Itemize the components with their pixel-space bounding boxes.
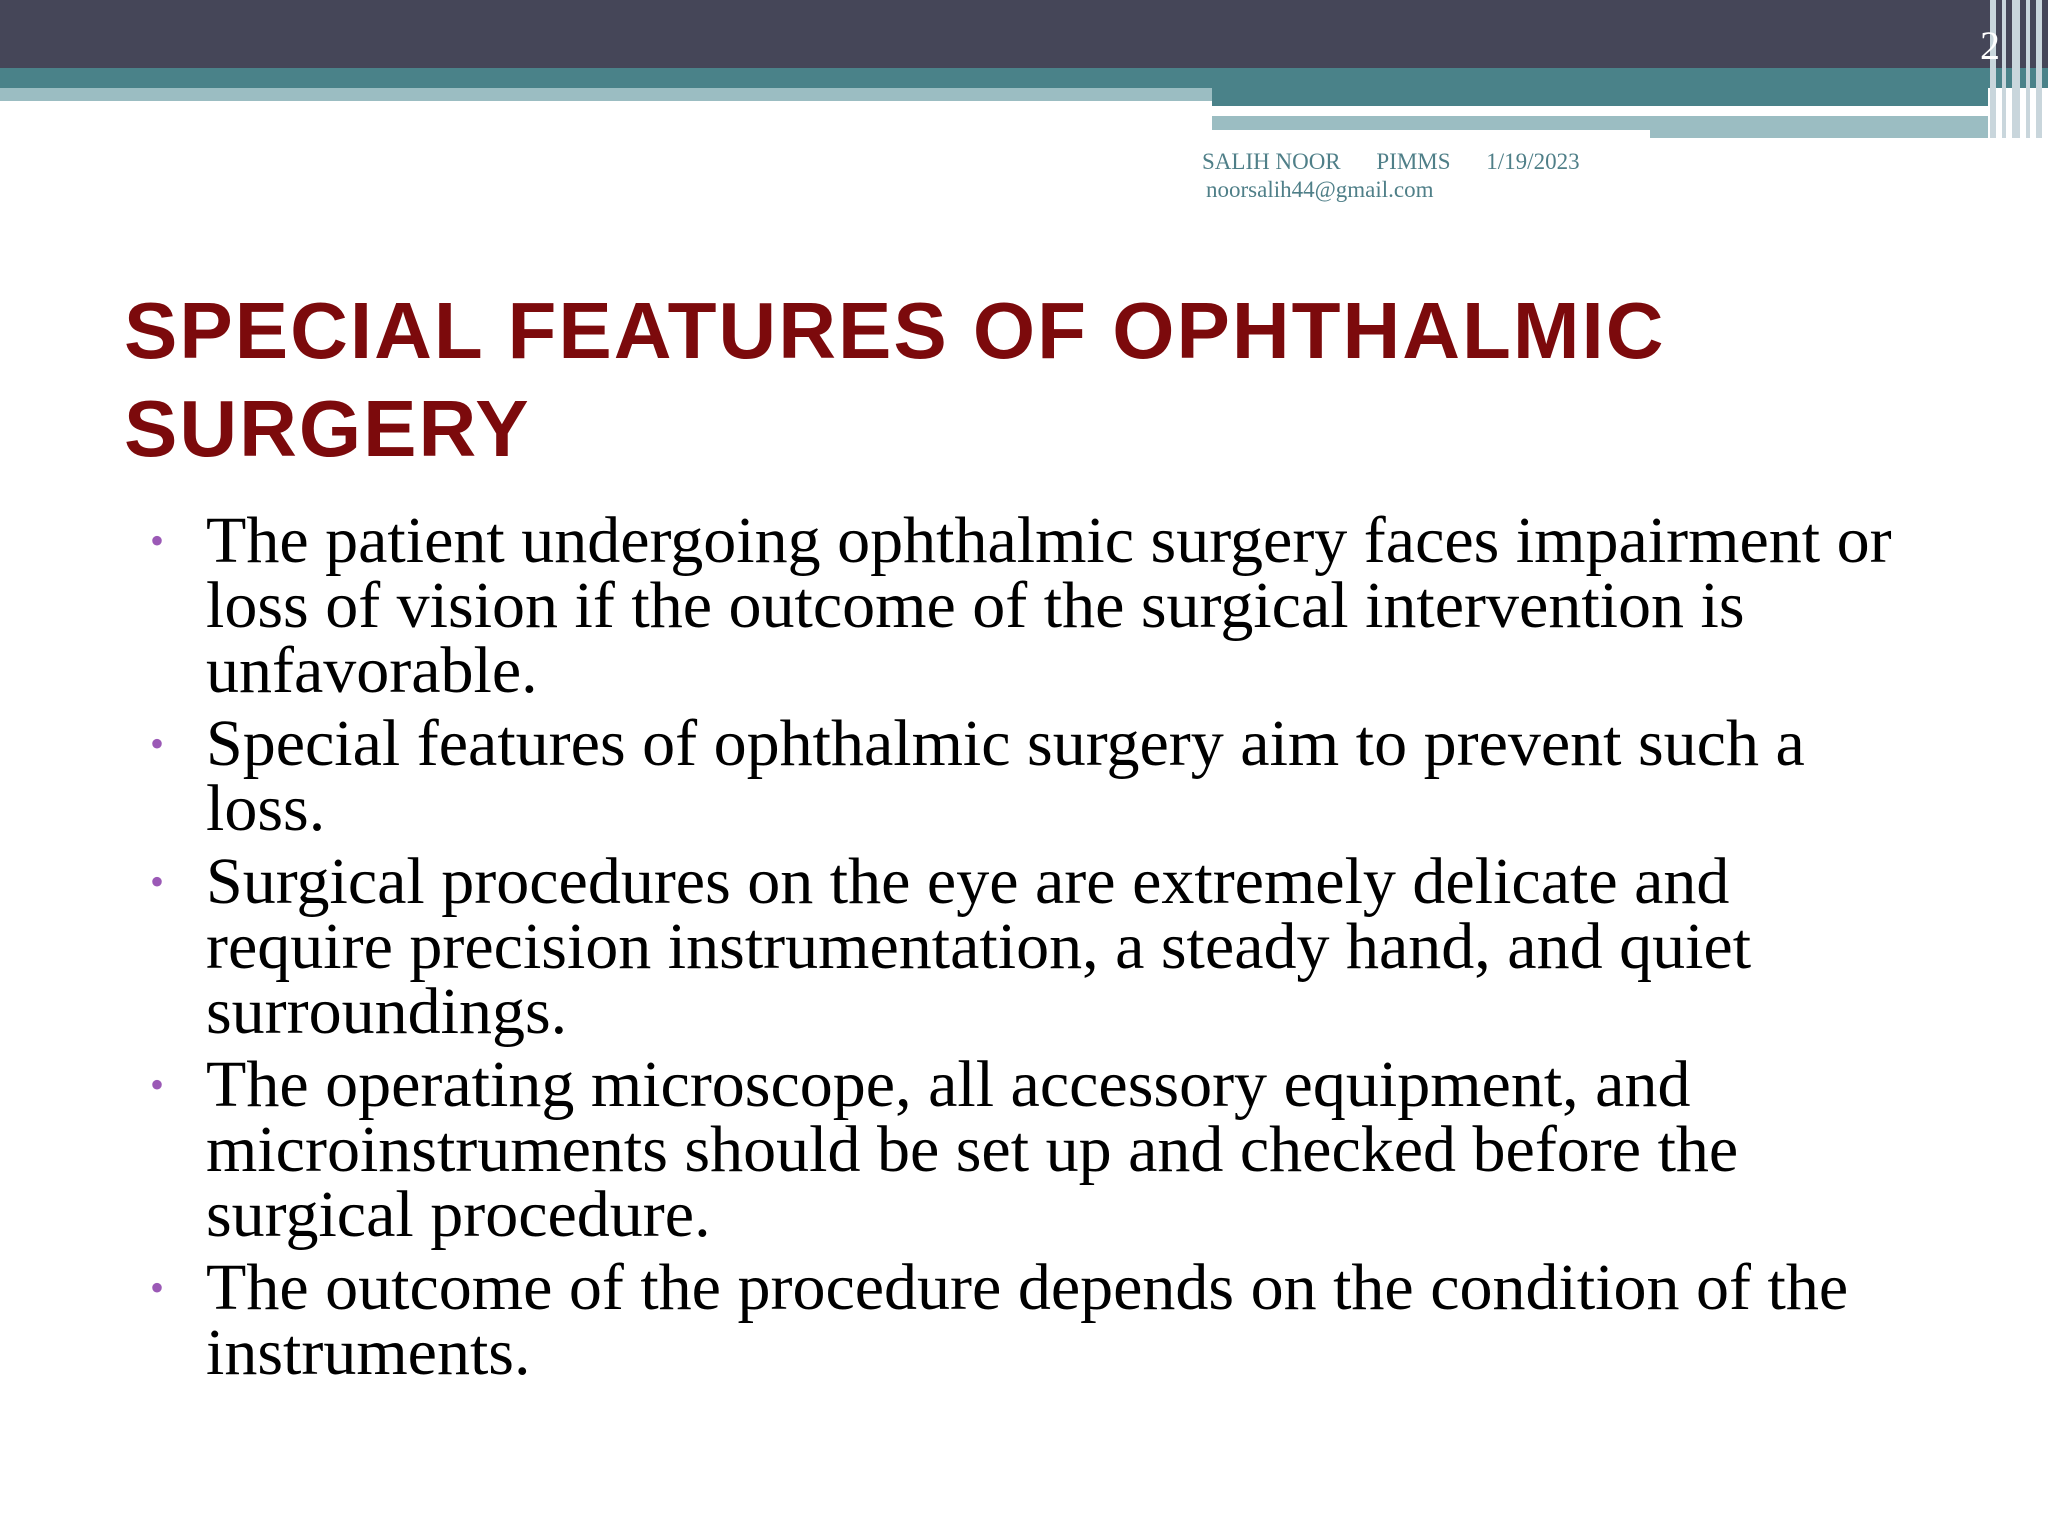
bullet-item bbox=[150, 707, 1910, 845]
header-band-teal bbox=[0, 68, 2048, 88]
bullet-text: Surgical procedures on the eye are extremely delicate and require precision instrumentation, a steady hand, and quiet surroundings. bbox=[206, 845, 1752, 1048]
bullet-text: The patient undergoing ophthalmic surgery faces impairment or loss of vision if the outcome of the surgical intervention is unfavorable. bbox=[206, 504, 1892, 707]
bullet-marker-icon: • bbox=[150, 859, 165, 904]
bullet-marker-icon: • bbox=[150, 518, 165, 563]
bullet-list bbox=[150, 504, 1910, 1393]
footer-email: noorsalih44@gmail.com bbox=[1206, 177, 1434, 202]
slide-title-line-1: SPECIAL FEATURES OF OPHTHALMIC bbox=[124, 286, 1666, 375]
bullet-item bbox=[150, 845, 1910, 1048]
footer-info bbox=[1202, 148, 1580, 204]
bullet-text: Special features of ophthalmic surgery aim to prevent such a loss. bbox=[206, 707, 1805, 845]
bullet-text: The operating microscope, all accessory equipment, and microinstruments should be set up and checked before the surgical procedure. bbox=[206, 1048, 1739, 1251]
header-band-right-white bbox=[1212, 106, 1897, 116]
slide-title bbox=[124, 282, 1884, 478]
footer-author: SALIH NOOR bbox=[1202, 149, 1341, 174]
header-band-right-light-lower bbox=[1650, 130, 1988, 138]
bullet-marker-icon: • bbox=[150, 721, 165, 766]
slide-number: 2 bbox=[1980, 23, 2000, 68]
footer-org: PIMMS bbox=[1376, 149, 1451, 174]
footer-date: 1/19/2023 bbox=[1486, 149, 1580, 174]
bullet-item bbox=[150, 1251, 1910, 1389]
bullet-text: The outcome of the procedure depends on the condition of the instruments. bbox=[206, 1251, 1849, 1389]
bullet-item bbox=[150, 1048, 1910, 1251]
slide-title-line-2: SURGERY bbox=[124, 384, 531, 473]
header-band-right-teal bbox=[1212, 88, 1988, 106]
header-band-right-light bbox=[1212, 116, 1988, 130]
header-band-dark bbox=[0, 0, 2048, 68]
header-band-light bbox=[0, 88, 1212, 101]
bullet-item bbox=[150, 504, 1910, 707]
bullet-marker-icon: • bbox=[150, 1265, 165, 1310]
bullet-marker-icon: • bbox=[150, 1062, 165, 1107]
header-stripes-decoration bbox=[1988, 0, 2048, 138]
